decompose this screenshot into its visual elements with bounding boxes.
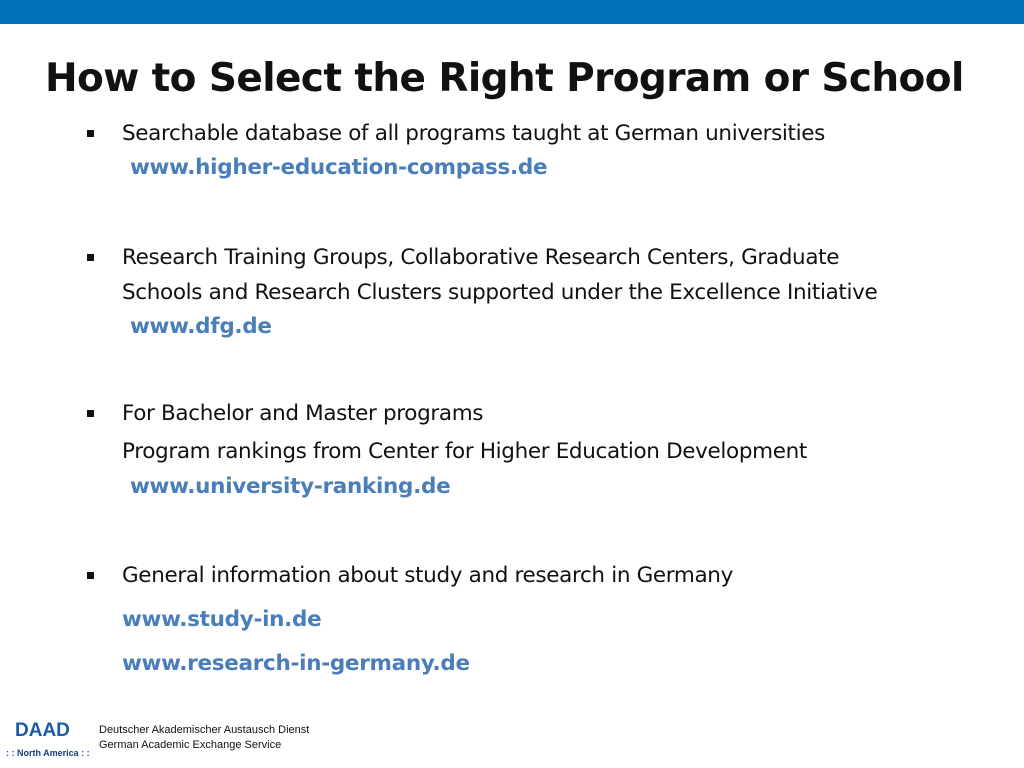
logo-region: North America xyxy=(17,748,79,758)
link-research-in-germany[interactable]: www.research-in-germany.de xyxy=(122,651,470,676)
bullet-text: General information about study and research in Germany xyxy=(122,563,733,588)
link-dfg[interactable]: www.dfg.de xyxy=(130,314,272,339)
bullet-text: Program rankings from Center for Higher Education Development xyxy=(122,439,807,464)
bullet-text: Research Training Groups, Collaborative Research Centers, Graduate xyxy=(122,245,840,270)
logo-dots-left: : : xyxy=(6,748,17,758)
link-study-in[interactable]: www.study-in.de xyxy=(122,607,322,632)
org-name-english: German Academic Exchange Service xyxy=(99,739,282,751)
bullet-marker xyxy=(87,130,94,137)
logo-dots-right: : : xyxy=(78,748,90,758)
footer xyxy=(0,712,1024,768)
bullet-marker xyxy=(87,410,94,417)
link-higher-education-compass[interactable]: www.higher-education-compass.de xyxy=(130,155,548,180)
bullet-text: Searchable database of all programs taught at German universities xyxy=(122,121,825,146)
bullet-text: For Bachelor and Master programs xyxy=(122,401,484,426)
link-university-ranking[interactable]: www.university-ranking.de xyxy=(130,474,451,499)
bullet-marker xyxy=(87,572,94,579)
logo-subtitle xyxy=(6,748,90,758)
org-name-german: Deutscher Akademischer Austausch Dienst xyxy=(99,724,310,736)
slide-title: How to Select the Right Program or School xyxy=(45,56,964,101)
bullet-text: Schools and Research Clusters supported under the Excellence Initiative xyxy=(122,280,878,305)
daad-logo: DAAD xyxy=(15,720,70,741)
bullet-marker xyxy=(87,254,94,261)
